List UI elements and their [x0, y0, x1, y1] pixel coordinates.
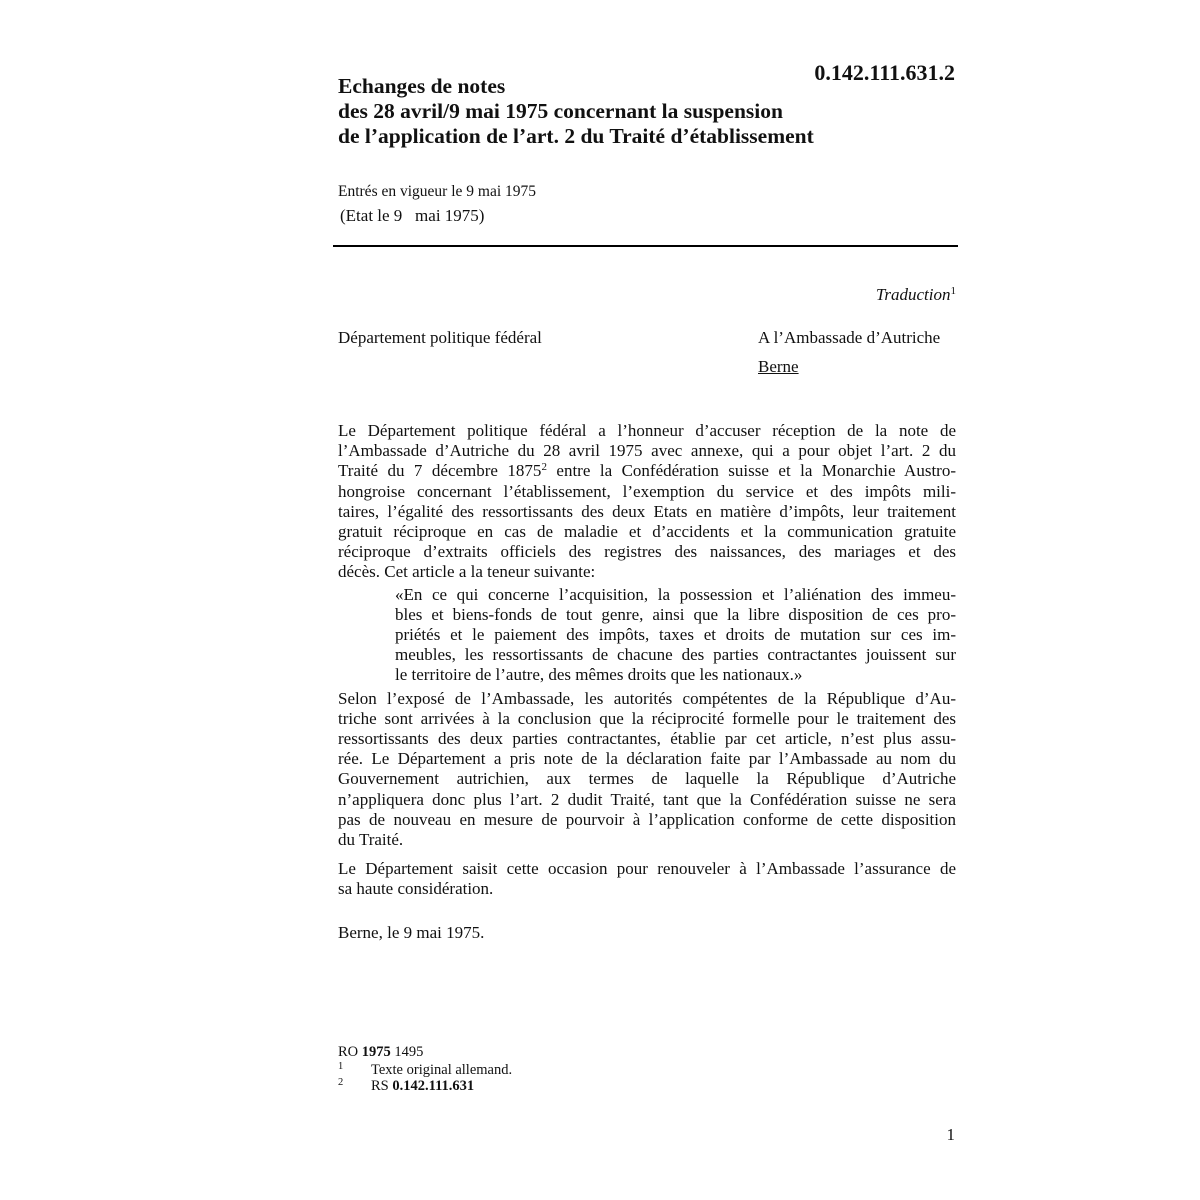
p2-line-8: du Traité. — [338, 830, 404, 850]
p1-line-3a: Traité du 7 décembre 1875 — [338, 461, 542, 481]
footnote-ref-1[interactable]: 1 — [950, 285, 956, 297]
title-line-3: de l’application de l’art. 2 du Traité d’établissement — [338, 124, 814, 148]
footnote-1 — [338, 1062, 838, 1078]
ro-prefix: RO — [338, 1044, 362, 1060]
p2-line-1: Selon l’exposé de l’Ambassade, les autorités compétentes de la République d’Au- — [338, 688, 956, 708]
p2-line-5: Gouvernement autrichien, aux termes de laquelle la République d’Autriche — [338, 769, 956, 789]
state-date: (Etat le 9 mai 1975) — [340, 206, 485, 225]
letter-body — [338, 421, 956, 943]
recipient-city: Berne — [758, 357, 799, 376]
paragraph-1 — [338, 421, 956, 583]
paragraph-2 — [338, 689, 956, 851]
page-number: 1 — [946, 1125, 955, 1144]
p1-line-6: gratuit réciproque en cas de maladie et d’accidents et la communication gratuite — [338, 522, 956, 542]
footnote-2-number: 2 — [338, 1077, 344, 1088]
quote-line-4: meubles, les ressortissants de chacune des parties contractantes jouissent sur — [395, 645, 956, 665]
p1-line-2: l’Ambassade d’Autriche du 28 avril 1975 avec annexe, qui a pour objet l’art. 2 du — [338, 441, 956, 461]
p1-line-3 — [338, 461, 956, 481]
footnote-2-rs-number: 0.142.111.631 — [392, 1078, 475, 1094]
p1-line-7: réciproque d’extraits officiels des registres des naissances, des mariages et des — [338, 542, 956, 562]
quoted-article — [395, 585, 956, 686]
quote-line-3: priétés et le paiement des impôts, taxes et droits de mutation sur ces im- — [395, 625, 956, 645]
ro-year: 1975 — [361, 1044, 391, 1060]
place-and-date: Berne, le 9 mai 1975. — [338, 922, 485, 942]
title-line-2: des 28 avril/9 mai 1975 concernant la suspension — [338, 99, 783, 123]
ro-reference — [338, 1044, 838, 1060]
p2-line-7: pas de nouveau en mesure de pourvoir à l’application conforme de cette disposition — [338, 809, 956, 829]
p2-line-2: triche sont arrivées à la conclusion que la réciprocité formelle pour le traitement des — [338, 708, 956, 728]
header-divider — [333, 245, 958, 247]
footnotes — [338, 1044, 838, 1094]
title-line-1: Echanges de notes — [338, 74, 506, 98]
translation-text: Traduction — [875, 285, 951, 304]
p2-line-3: ressortissants des deux parties contractantes, établie par cet article, n’est plus assu- — [338, 729, 956, 749]
footnote-2 — [338, 1078, 838, 1094]
footnote-2-text — [371, 1078, 474, 1094]
entry-into-force: Entrés en vigueur le 9 mai 1975 — [338, 183, 537, 200]
quote-line-2: bles et biens-fonds de tout genre, ainsi que la libre disposition de ces pro- — [395, 604, 956, 624]
sender: Département politique fédéral — [338, 328, 542, 347]
document-title — [338, 74, 958, 149]
p1-line-8: décès. Cet article a la teneur suivante: — [338, 562, 596, 582]
p1-line-5: taires, l’égalité des ressortissants des deux Etats en matière d’impôts, leur traitement — [338, 501, 956, 521]
footnote-ref-2[interactable]: 2 — [541, 461, 547, 474]
translation-label — [700, 284, 956, 306]
p1-line-4: hongroise concernant l’établissement, l’exemption du service et des impôts mili- — [338, 481, 956, 501]
quote-line-1: «En ce qui concerne l’acquisition, la possession et l’aliénation des immeu- — [395, 584, 956, 604]
p1-line-3b: entre la Confédération suisse et la Monarchie Austro- — [546, 461, 956, 481]
paragraph-3 — [338, 859, 956, 899]
footnote-1-number: 1 — [338, 1061, 344, 1072]
ro-page: 1495 — [390, 1044, 424, 1060]
footnote-2-prefix: RS — [371, 1078, 393, 1094]
quote-line-5: le territoire de l’autre, des mêmes droits que les nationaux.» — [395, 665, 803, 685]
rs-number: 0.142.111.631.2 — [814, 60, 955, 85]
recipient: A l’Ambassade d’Autriche — [758, 328, 941, 347]
p1-line-1: Le Département politique fédéral a l’honneur d’accuser réception de la note de — [338, 421, 956, 440]
p3-line-1: Le Département saisit cette occasion pour renouveler à l’Ambassade l’assurance de — [338, 859, 956, 879]
p2-line-6: n’appliquera donc plus l’art. 2 dudit Traité, tant que la Confédération suisse ne sera — [338, 789, 956, 809]
p2-line-4: rée. Le Département a pris note de la déclaration faite par l’Ambassade au nom du — [338, 749, 956, 769]
p3-line-2: sa haute considération. — [338, 879, 494, 899]
footnote-1-text: Texte original allemand. — [371, 1062, 513, 1078]
